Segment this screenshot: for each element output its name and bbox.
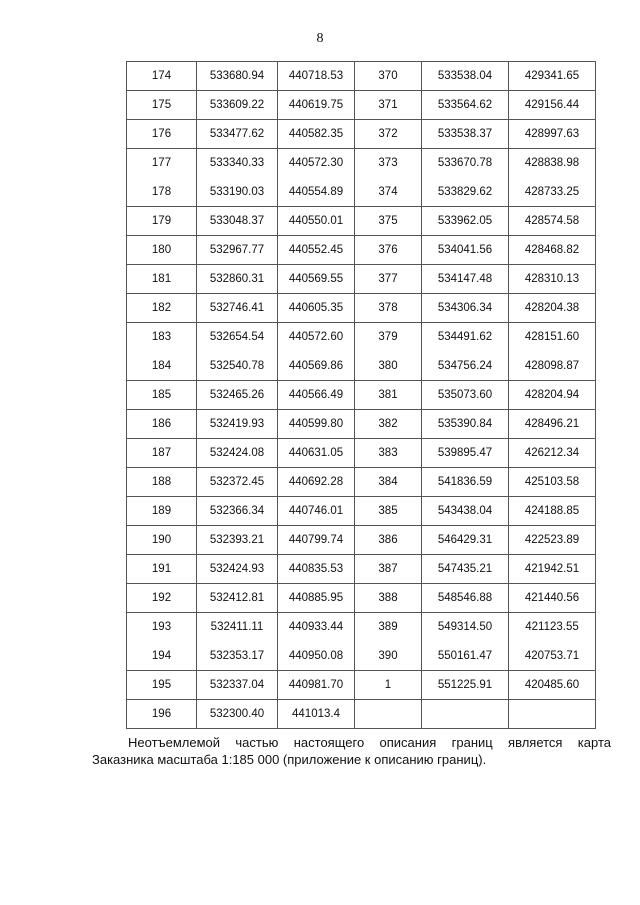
point-number-cell: 190	[127, 526, 197, 555]
table-row	[127, 323, 596, 352]
point-number-cell: 177	[127, 149, 197, 178]
x-coordinate-cell: 533340.33	[197, 149, 278, 178]
point-number-cell: 376	[355, 236, 422, 265]
table-row	[127, 410, 596, 439]
table-row	[127, 700, 596, 729]
y-coordinate-cell: 428310.13	[509, 265, 596, 294]
x-coordinate-cell: 532654.54	[197, 323, 278, 352]
x-coordinate-cell: 539895.47	[422, 439, 509, 468]
y-coordinate-cell: 429156.44	[509, 91, 596, 120]
table-row	[127, 207, 596, 236]
y-coordinate-cell: 440718.53	[278, 62, 355, 91]
table-row	[127, 178, 596, 207]
x-coordinate-cell: 533962.05	[422, 207, 509, 236]
page-number: 8	[316, 31, 324, 46]
x-coordinate-cell: 549314.50	[422, 613, 509, 642]
point-number-cell: 379	[355, 323, 422, 352]
x-coordinate-cell: 534147.48	[422, 265, 509, 294]
x-coordinate-cell: 551225.91	[422, 671, 509, 700]
y-coordinate-cell: 428468.82	[509, 236, 596, 265]
x-coordinate-cell: 548546.88	[422, 584, 509, 613]
coordinates-table	[126, 61, 596, 729]
x-coordinate-cell: 533609.22	[197, 91, 278, 120]
x-coordinate-cell: 533048.37	[197, 207, 278, 236]
point-number-cell: 175	[127, 91, 197, 120]
x-coordinate-cell: 534041.56	[422, 236, 509, 265]
x-coordinate-cell: 546429.31	[422, 526, 509, 555]
x-coordinate-cell: 532424.08	[197, 439, 278, 468]
table-row	[127, 526, 596, 555]
y-coordinate-cell: 440569.86	[278, 352, 355, 381]
y-coordinate-cell: 440554.89	[278, 178, 355, 207]
y-coordinate-cell: 428496.21	[509, 410, 596, 439]
x-coordinate-cell: 533190.03	[197, 178, 278, 207]
y-coordinate-cell: 420485.60	[509, 671, 596, 700]
table-row	[127, 497, 596, 526]
y-coordinate-cell: 440572.60	[278, 323, 355, 352]
table-row	[127, 642, 596, 671]
point-number-cell: 383	[355, 439, 422, 468]
y-coordinate-cell: 440605.35	[278, 294, 355, 323]
y-coordinate-cell: 440981.70	[278, 671, 355, 700]
x-coordinate-cell: 532412.81	[197, 584, 278, 613]
point-number-cell: 196	[127, 700, 197, 729]
table-row	[127, 671, 596, 700]
point-number-cell: 389	[355, 613, 422, 642]
y-coordinate-cell: 420753.71	[509, 642, 596, 671]
y-coordinate-cell: 440569.55	[278, 265, 355, 294]
point-number-cell: 385	[355, 497, 422, 526]
x-coordinate-cell	[422, 700, 509, 729]
x-coordinate-cell: 534491.62	[422, 323, 509, 352]
y-coordinate-cell: 421123.55	[509, 613, 596, 642]
x-coordinate-cell: 532540.78	[197, 352, 278, 381]
footer-text	[92, 734, 611, 768]
point-number-cell: 388	[355, 584, 422, 613]
point-number-cell: 181	[127, 265, 197, 294]
y-coordinate-cell: 421942.51	[509, 555, 596, 584]
x-coordinate-cell: 532860.31	[197, 265, 278, 294]
x-coordinate-cell: 532746.41	[197, 294, 278, 323]
point-number-cell	[355, 700, 422, 729]
x-coordinate-cell: 532353.17	[197, 642, 278, 671]
point-number-cell: 378	[355, 294, 422, 323]
y-coordinate-cell: 440572.30	[278, 149, 355, 178]
point-number-cell: 387	[355, 555, 422, 584]
x-coordinate-cell: 533829.62	[422, 178, 509, 207]
point-number-cell: 373	[355, 149, 422, 178]
x-coordinate-cell: 532366.34	[197, 497, 278, 526]
y-coordinate-cell: 422523.89	[509, 526, 596, 555]
point-number-cell: 193	[127, 613, 197, 642]
y-coordinate-cell: 440619.75	[278, 91, 355, 120]
point-number-cell: 377	[355, 265, 422, 294]
table-row	[127, 584, 596, 613]
x-coordinate-cell: 533538.04	[422, 62, 509, 91]
y-coordinate-cell: 440631.05	[278, 439, 355, 468]
y-coordinate-cell: 428151.60	[509, 323, 596, 352]
point-number-cell: 194	[127, 642, 197, 671]
table-row	[127, 265, 596, 294]
point-number-cell: 195	[127, 671, 197, 700]
x-coordinate-cell: 533538.37	[422, 120, 509, 149]
x-coordinate-cell: 532419.93	[197, 410, 278, 439]
point-number-cell: 188	[127, 468, 197, 497]
x-coordinate-cell: 534306.34	[422, 294, 509, 323]
point-number-cell: 386	[355, 526, 422, 555]
point-number-cell: 189	[127, 497, 197, 526]
x-coordinate-cell: 532372.45	[197, 468, 278, 497]
point-number-cell: 183	[127, 323, 197, 352]
x-coordinate-cell: 547435.21	[422, 555, 509, 584]
point-number-cell: 178	[127, 178, 197, 207]
y-coordinate-cell: 440746.01	[278, 497, 355, 526]
point-number-cell: 381	[355, 381, 422, 410]
y-coordinate-cell: 440885.95	[278, 584, 355, 613]
point-number-cell: 182	[127, 294, 197, 323]
x-coordinate-cell: 543438.04	[422, 497, 509, 526]
x-coordinate-cell: 532300.40	[197, 700, 278, 729]
point-number-cell: 380	[355, 352, 422, 381]
y-coordinate-cell: 428997.63	[509, 120, 596, 149]
y-coordinate-cell: 421440.56	[509, 584, 596, 613]
y-coordinate-cell: 429341.65	[509, 62, 596, 91]
y-coordinate-cell: 426212.34	[509, 439, 596, 468]
table-row	[127, 352, 596, 381]
y-coordinate-cell: 440933.44	[278, 613, 355, 642]
point-number-cell: 382	[355, 410, 422, 439]
footer-line-1: Неотъемлемой частью настоящего описания границ является карта	[128, 735, 611, 750]
point-number-cell: 374	[355, 178, 422, 207]
table-row	[127, 120, 596, 149]
x-coordinate-cell: 541836.59	[422, 468, 509, 497]
footer-line-2: Заказника масштаба 1:185 000 (приложение к описанию границ).	[92, 752, 487, 767]
y-coordinate-cell: 428204.38	[509, 294, 596, 323]
table-row	[127, 91, 596, 120]
y-coordinate-cell	[509, 700, 596, 729]
x-coordinate-cell: 533477.62	[197, 120, 278, 149]
point-number-cell: 371	[355, 91, 422, 120]
y-coordinate-cell: 440835.53	[278, 555, 355, 584]
point-number-cell: 184	[127, 352, 197, 381]
x-coordinate-cell: 535073.60	[422, 381, 509, 410]
x-coordinate-cell: 535390.84	[422, 410, 509, 439]
y-coordinate-cell: 440582.35	[278, 120, 355, 149]
y-coordinate-cell: 440566.49	[278, 381, 355, 410]
point-number-cell: 1	[355, 671, 422, 700]
point-number-cell: 191	[127, 555, 197, 584]
x-coordinate-cell: 532393.21	[197, 526, 278, 555]
point-number-cell: 186	[127, 410, 197, 439]
x-coordinate-cell: 533680.94	[197, 62, 278, 91]
table-row	[127, 381, 596, 410]
table-row	[127, 294, 596, 323]
x-coordinate-cell: 532424.93	[197, 555, 278, 584]
y-coordinate-cell: 428098.87	[509, 352, 596, 381]
point-number-cell: 179	[127, 207, 197, 236]
point-number-cell: 185	[127, 381, 197, 410]
point-number-cell: 192	[127, 584, 197, 613]
table-row	[127, 62, 596, 91]
table-row	[127, 555, 596, 584]
point-number-cell: 187	[127, 439, 197, 468]
y-coordinate-cell: 440950.08	[278, 642, 355, 671]
y-coordinate-cell: 440550.01	[278, 207, 355, 236]
point-number-cell: 180	[127, 236, 197, 265]
y-coordinate-cell: 428838.98	[509, 149, 596, 178]
x-coordinate-cell: 533670.78	[422, 149, 509, 178]
x-coordinate-cell: 532337.04	[197, 671, 278, 700]
y-coordinate-cell: 425103.58	[509, 468, 596, 497]
x-coordinate-cell: 532465.26	[197, 381, 278, 410]
point-number-cell: 370	[355, 62, 422, 91]
y-coordinate-cell: 440599.80	[278, 410, 355, 439]
y-coordinate-cell: 428204.94	[509, 381, 596, 410]
y-coordinate-cell: 428574.58	[509, 207, 596, 236]
point-number-cell: 372	[355, 120, 422, 149]
x-coordinate-cell: 532411.11	[197, 613, 278, 642]
x-coordinate-cell: 534756.24	[422, 352, 509, 381]
table-row	[127, 236, 596, 265]
table-row	[127, 613, 596, 642]
x-coordinate-cell: 533564.62	[422, 91, 509, 120]
y-coordinate-cell: 428733.25	[509, 178, 596, 207]
point-number-cell: 375	[355, 207, 422, 236]
table-row	[127, 149, 596, 178]
y-coordinate-cell: 440692.28	[278, 468, 355, 497]
table-row	[127, 439, 596, 468]
y-coordinate-cell: 440799.74	[278, 526, 355, 555]
y-coordinate-cell: 440552.45	[278, 236, 355, 265]
point-number-cell: 384	[355, 468, 422, 497]
y-coordinate-cell: 441013.4	[278, 700, 355, 729]
x-coordinate-cell: 532967.77	[197, 236, 278, 265]
table-row	[127, 468, 596, 497]
point-number-cell: 174	[127, 62, 197, 91]
point-number-cell: 390	[355, 642, 422, 671]
point-number-cell: 176	[127, 120, 197, 149]
y-coordinate-cell: 424188.85	[509, 497, 596, 526]
coordinates-table-body	[127, 62, 596, 729]
x-coordinate-cell: 550161.47	[422, 642, 509, 671]
